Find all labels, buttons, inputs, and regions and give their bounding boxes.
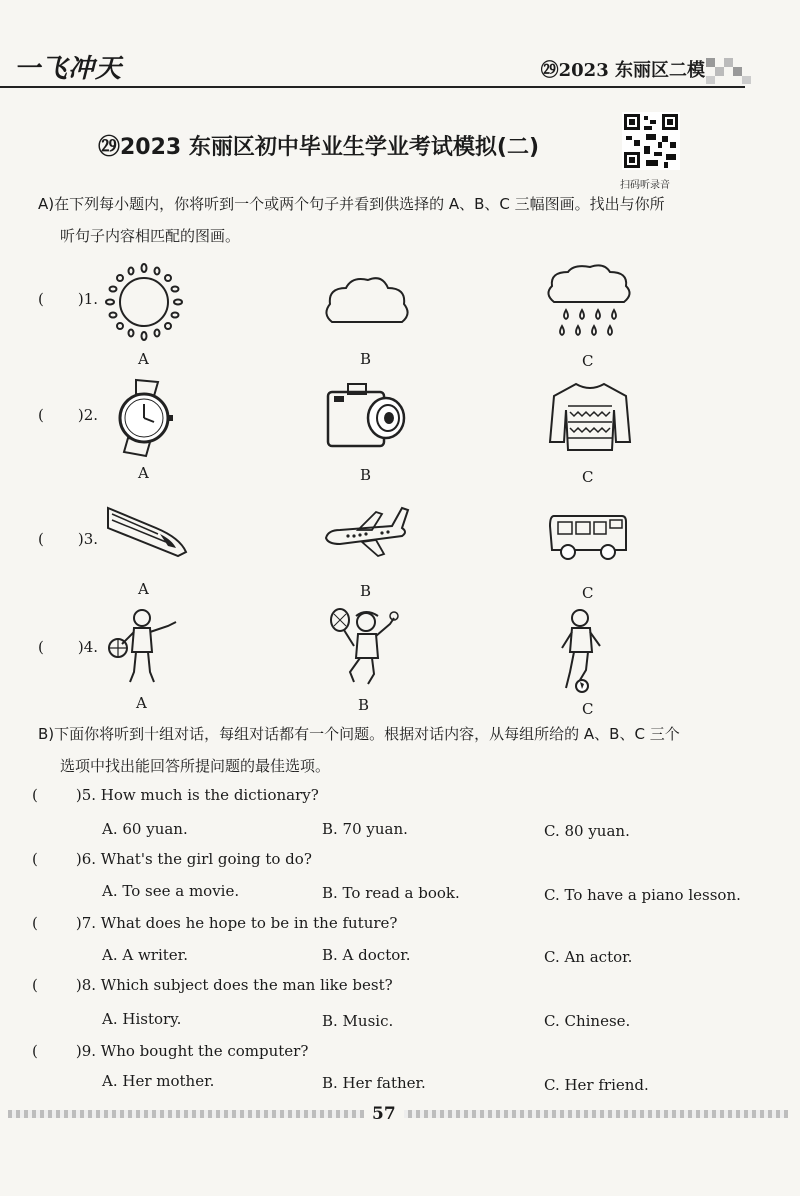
option-a: A. 60 yuan. xyxy=(102,820,188,838)
answer-blank[interactable]: ( xyxy=(32,786,38,804)
answer-blank[interactable]: ( )4. xyxy=(38,638,99,656)
option-c: C. Chinese. xyxy=(544,1012,631,1030)
option-label-c: C xyxy=(582,700,594,718)
picture-question-3 xyxy=(0,502,800,612)
tennis-player-icon xyxy=(326,606,402,690)
option-b: B. Music. xyxy=(322,1012,394,1030)
option-b: B. Her father. xyxy=(322,1074,426,1092)
option-label-b: B xyxy=(360,466,372,484)
option-label-b: B xyxy=(360,582,372,600)
brand-logo: 一飞冲天 xyxy=(14,54,123,84)
header-rule xyxy=(0,86,745,88)
answer-blank[interactable]: ( )3. xyxy=(38,530,99,548)
option-a: A. Her mother. xyxy=(102,1072,215,1090)
question-8 xyxy=(32,976,393,994)
option-a: A. A writer. xyxy=(102,946,188,964)
option-c: C. To have a piano lesson. xyxy=(544,886,741,904)
sun-icon xyxy=(104,262,184,346)
page-title: ㉙2023 东丽区初中毕业生学业考试模拟(二) xyxy=(98,135,540,160)
qr-code-icon[interactable] xyxy=(622,112,680,174)
question-text: )5. How much is the dictionary? xyxy=(75,786,319,804)
basketball-player-icon xyxy=(104,606,184,690)
section-b-line1: B)下面你将听到十组对话，每组对话都有一个问题。根据对话内容，从每组所给的 A、B、C 三个 xyxy=(38,725,680,743)
option-label-c: C xyxy=(582,468,594,486)
option-label-b: B xyxy=(360,350,372,368)
section-a-line2: 听句子内容相匹配的图画。 xyxy=(60,227,241,245)
picture-question-4 xyxy=(0,606,800,716)
option-a: A. To see a movie. xyxy=(102,882,240,900)
answer-blank[interactable]: ( xyxy=(32,850,38,868)
page-number: 57 xyxy=(364,1104,404,1124)
option-label-a: A xyxy=(138,580,149,598)
page-footer xyxy=(0,1104,800,1134)
option-label-a: A xyxy=(138,350,149,368)
sweater-icon xyxy=(548,380,632,456)
checker-decoration-icon xyxy=(706,58,752,88)
header-exam-label: ㉙2023 东丽区二模 xyxy=(540,60,705,81)
section-b-line2: 选项中找出能回答所提问题的最佳选项。 xyxy=(60,757,331,775)
question-text: )6. What's the girl going to do? xyxy=(75,850,312,868)
picture-question-1 xyxy=(0,262,800,372)
answer-blank[interactable]: ( )1. xyxy=(38,290,99,308)
picture-question-2 xyxy=(0,378,800,488)
question-text: )8. Which subject does the man like best? xyxy=(75,976,393,994)
option-label-a: A xyxy=(138,464,149,482)
camera-icon xyxy=(326,382,408,452)
soccer-player-icon xyxy=(556,608,606,700)
page-header xyxy=(0,40,800,96)
option-c: C. An actor. xyxy=(544,948,633,966)
option-label-b: B xyxy=(358,696,370,714)
answer-blank[interactable]: ( xyxy=(32,1042,38,1060)
option-label-a: A xyxy=(136,694,147,712)
section-a-line1: A)在下列每小题内，你将听到一个或两个句子并看到供选择的 A、B、C 三幅图画。找出与你所 xyxy=(38,195,665,213)
section-a-instructions xyxy=(38,188,758,252)
option-b: B. 70 yuan. xyxy=(322,820,408,838)
high-speed-train-icon xyxy=(106,504,188,562)
section-b-instructions xyxy=(38,718,758,782)
option-c: C. 80 yuan. xyxy=(544,822,630,840)
question-text: )9. Who bought the computer? xyxy=(75,1042,309,1060)
bus-icon xyxy=(548,512,628,566)
question-text: )7. What does he hope to be in the future? xyxy=(75,914,398,932)
rain-cloud-icon xyxy=(544,264,634,348)
airplane-icon xyxy=(322,504,408,560)
watch-icon xyxy=(106,380,182,460)
option-b: B. A doctor. xyxy=(322,946,411,964)
answer-blank[interactable]: ( xyxy=(32,914,38,932)
question-5 xyxy=(32,786,319,804)
option-a: A. History. xyxy=(102,1010,182,1028)
option-b: B. To read a book. xyxy=(322,884,460,902)
answer-blank[interactable]: ( )2. xyxy=(38,406,99,424)
question-7 xyxy=(32,914,397,932)
option-c: C. Her friend. xyxy=(544,1076,649,1094)
option-label-c: C xyxy=(582,584,594,602)
cloud-icon xyxy=(322,274,412,338)
qr-caption: 扫码听录音 xyxy=(620,180,670,191)
question-9 xyxy=(32,1042,308,1060)
question-6 xyxy=(32,850,312,868)
answer-blank[interactable]: ( xyxy=(32,976,38,994)
option-label-c: C xyxy=(582,352,594,370)
